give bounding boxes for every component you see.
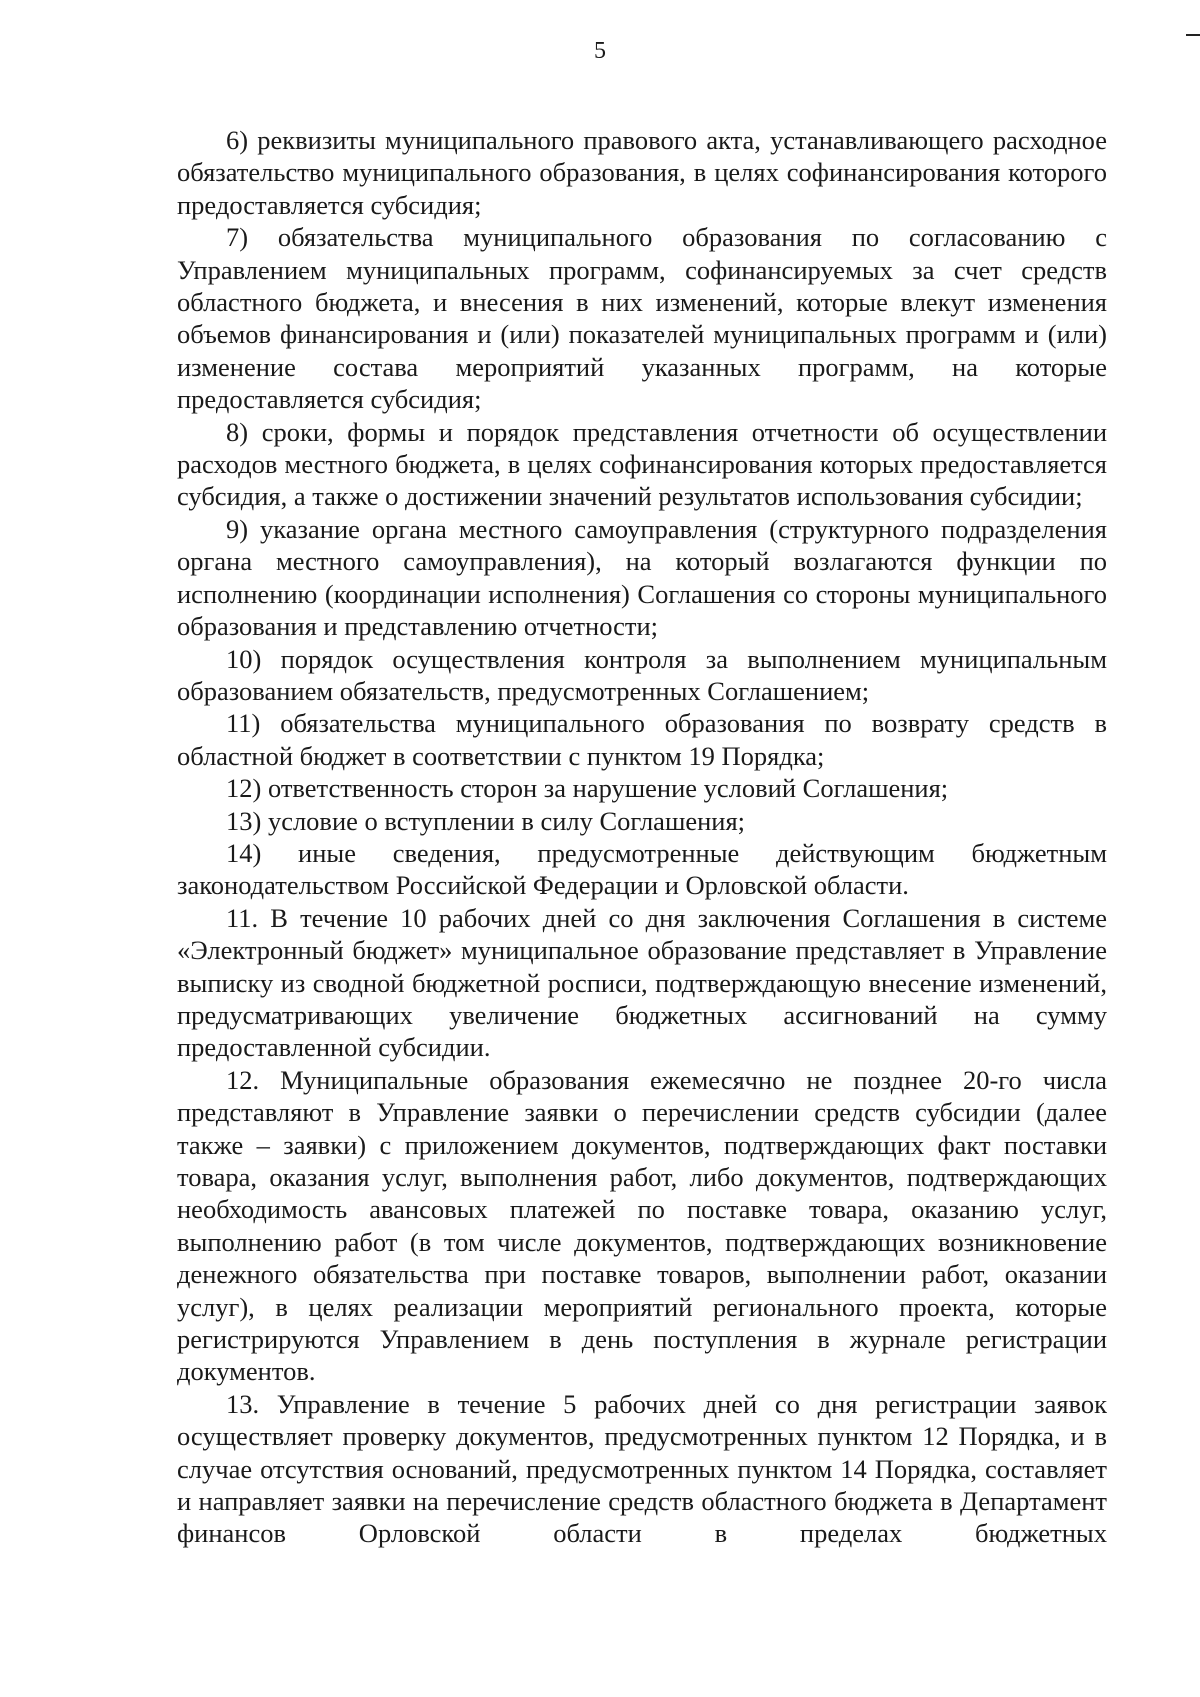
paragraph-item-10: 10) порядок осуществления контроля за выполнением муниципальным образованием обязательств, предусмотренных Соглашением; (177, 643, 1107, 706)
page-edge-mark (1186, 34, 1200, 36)
document-body (177, 124, 1107, 1550)
paragraph-item-14: 14) иные сведения, предусмотренные действующим бюджетным законодательством Российской Федерации и Орловской области. (177, 837, 1107, 901)
paragraph-clause-12: 12. Муниципальные образования ежемесячно не позднее 20-го числа представляют в Управление заявки о перечислении средств субсидии (далее также – заявки) с приложением документов, подтверждающих факт поставки товара, оказания услуг, выполнения работ, либо документов, подтверждающих необходимость авансовых платежей по поставке товара, оказанию услуг, выполнению работ (в том числе документов, подтверждающих возникновение денежного обязательства при поставке товаров, выполнении работ, оказании услуг), в целях реализации мероприятий регионального проекта, которые регистрируются Управлением в день поступления в журнале регистрации документов. (177, 1064, 1107, 1387)
paragraph-item-11: 11) обязательства муниципального образования по возврату средств в областной бюджет в соответствии с пунктом 19 Порядка; (177, 708, 1107, 771)
paragraph-item-7: 7) обязательства муниципального образования по согласованию с Управлением муниципальных программ, софинансируемых за счет средств областного бюджета, и внесения в них изменений, которые влекут изменения объемов финансирования и (или) показателей муниципальных программ и (или) изменение состава мероприятий указанных программ, на которые предоставляется субсидия; (177, 222, 1107, 415)
paragraph-clause-11: 11. В течение 10 рабочих дней со дня заключения Соглашения в системе «Электронный бюджет» муниципальное образование представляет в Управление выписку из сводной бюджетной росписи, подтверждающую внесение изменений, предусматривающих увеличение бюджетных ассигнований на сумму предоставленной субсидии. (177, 902, 1107, 1063)
page-number: 5 (594, 38, 606, 64)
paragraph-item-8: 8) сроки, формы и порядок представления отчетности об осуществлении расходов местного бюджета, в целях софинансирования которых предоставляется субсидия, а также о достижении значений результатов использования субсидии; (177, 416, 1107, 512)
paragraph-item-13: 13) условие о вступлении в силу Соглашения; (226, 805, 746, 836)
paragraph-item-6: 6) реквизиты муниципального правового акта, устанавливающего расходное обязательство муниципального образования, в целях софинансирования которого предоставляется субсидия; (177, 125, 1107, 220)
paragraph-item-9: 9) указание органа местного самоуправления (структурного подразделения органа местного самоуправления), на который возлагаются функции по исполнению (координации исполнения) Соглашения со стороны муниципального образования и представлению отчетности; (177, 513, 1107, 642)
paragraph-item-12: 12) ответственность сторон за нарушение условий Соглашения; (226, 773, 949, 804)
paragraph-clause-13: 13. Управление в течение 5 рабочих дней со дня регистрации заявок осуществляет проверку документов, предусмотренных пунктом 12 Порядка, и в случае отсутствия оснований, предусмотренных пунктом 14 Порядка, составляет и направляет заявки на перечисление средств областного бюджета в Департамент финансов Орловской области в пределах бюджетных (177, 1388, 1107, 1549)
